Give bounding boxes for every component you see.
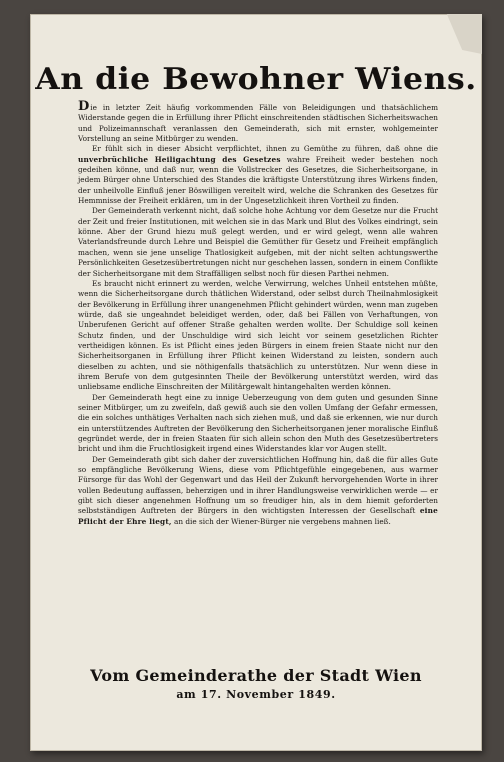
folded-corner bbox=[438, 14, 482, 54]
paragraph-6-emphasis: eine Pflicht der Ehre liegt, bbox=[78, 506, 438, 526]
paragraph-2-emphasis: unverbrüchliche Heiligachtung des Gesetzes bbox=[78, 154, 281, 164]
paragraph-6 bbox=[78, 455, 438, 527]
paragraph-3: Der Gemeinderath verkennt nicht, daß solche hohe Achtung vor dem Gesetze nur die Frucht der Zeit und freier Institutionen, mit welchen sie in das Mark und Blut des Volkes eindringt, sein könne. Aber der Grund hiezu muß gelegt werden, und er wird gelegt, wenn alle wahren Vaterlandsfreunde durch Lehre und Beispiel die Gemüther für Gesetz und Freiheit empfänglich machen, wenn sie jene unselige Thatlosigkeit aufgeben, mit der nicht selten achtungswerthe Persönlichkeiten Gesetzesübertretungen nicht nur geschehen lassen, sondern in einem Conflikte der Sicherheitsorgane mit dem Straffälligen selbst noch für diesen Parthei nehmen. bbox=[78, 206, 438, 278]
paragraph-6-text-before: Der Gemeinderath gibt sich daher der zuversichtlichen Hoffnung hin, daß die für alles Gute so empfängliche Bevölkerung Wiens, diese vom Pflichtgefühle eingegebenen, aus warmer Fürsorge für das Wohl der Gegenwart und das Heil der Zukunft hervorgehenden Worte in ihrer vollen Bedeutung auffassen, beherzigen und in ihrer Handlungsweise verwirklichen werde — er gibt sich dieser angenehmen Hoffnung um so freudiger hin, als in dem hiemit geforderten selbstständigen Auftreten der Bürgers in den wichtigsten Interessen der Gesellschaft bbox=[78, 454, 438, 516]
document-title: An die Bewohner Wiens. bbox=[35, 62, 477, 97]
paragraph-5: Der Gemeinderath hegt eine zu innige Ueberzeugung von dem guten und gesunden Sinne seiner Mitbürger, um zu zweifeln, daß gewiß auch sie den vollen Umfang der Gefahr ermessen, die ein solches unthätiges Verhalten nach sich ziehen muß, und daß sie erkennen, wie nur durch ein unterstützendes Auftreten der Bevölkerung den Sicherheitsorganen jener moralische Einfluß gegründet werde, der in freien Staaten für sich allein schon den Muth des Gesetzesübertreters bricht und ihm die Fruchtlosigkeit irgend eines Widerstandes klar vor Augen stellt. bbox=[78, 392, 438, 454]
paragraph-4: Es braucht nicht erinnert zu werden, welche Verwirrung, welches Unheil entstehen müßte, wenn die Sicherheitsorgane durch thätlichen Widerstand, oder selbst durch Theilnahmlosigkeit der Bevölkerung in Erfüllung ihrer unangenehmen Pflicht gehindert würden, wenn man zugeben würde, daß sie ungeahndet beleidiget werden, oder, daß bei Fällen von Verhaftungen, von Unberufenen Gericht auf offener Straße gehalten werden wollte. Der Schuldige soll keinen Schutz finden, und der Unschuldige wird sich leicht vor seinem gesetzlichen Richter vertheidigen können. Es ist Pflicht eines jeden Bürgers in einem freien Staate nicht nur den Sicherheitsorganen in Erfüllung ihrer Pflicht keinen Widerstand zu leisten, sondern auch dieselben zu achten, und sie nöthigenfalls thatsächlich zu unterstützen. Nur wenn diese in ihrem Berufe von dem gutgesinnten Theile der Bevölkerung unterstützt werden, wird das unliebsame endliche Einschreiten der Militärgewalt hintangehalten werden können. bbox=[78, 278, 438, 392]
paragraph-1 bbox=[78, 99, 438, 144]
paragraph-6-text-after: an die sich der Wiener-Bürger nie vergebens mahnen ließ. bbox=[173, 516, 391, 526]
paragraph-2 bbox=[78, 144, 438, 206]
paragraph-2-text-after: wahre Freiheit weder bestehen noch gedeihen könne, und daß nur, wenn die Vollstrecker des Gesetzes, die Sicherheitsorgane, in jedem Bürger ohne Unterschied des Standes die kräftigste Unterstützung ihres Wirkens finden, der unheilvolle Einfluß jener Böswilligen vereitelt wird, welche die Schranken des Gesetzes für Hemmnisse der Freiheit erklären, um in der Ungesetzlichkeit ihren Vortheil zu finden. bbox=[78, 154, 438, 206]
initial-letter: D bbox=[78, 99, 90, 114]
document-body bbox=[78, 99, 438, 527]
poster-sheet bbox=[30, 14, 482, 751]
paragraph-1-text: ie in letzter Zeit häufig vorkommenden Fälle von Beleidigungen und thatsächlichem Widerstande gegen die in Erfüllung ihrer Pflicht einschreitenden städtischen Sicherheitswachen und Polizeimannschaft veranlassen den Gemeinderath, sich mit ernster, wohlgemeinter Vorstellung an seine Mitbürger zu wenden. bbox=[78, 103, 438, 144]
paragraph-2-text-before: Er fühlt sich in dieser Absicht verpflichtet, ihnen zu Gemüthe zu führen, daß ohne die bbox=[92, 144, 438, 154]
signature-line: Vom Gemeinderathe der Stadt Wien bbox=[90, 666, 422, 685]
date-line: am 17. November 1849. bbox=[176, 688, 336, 701]
document-footer bbox=[30, 666, 482, 701]
